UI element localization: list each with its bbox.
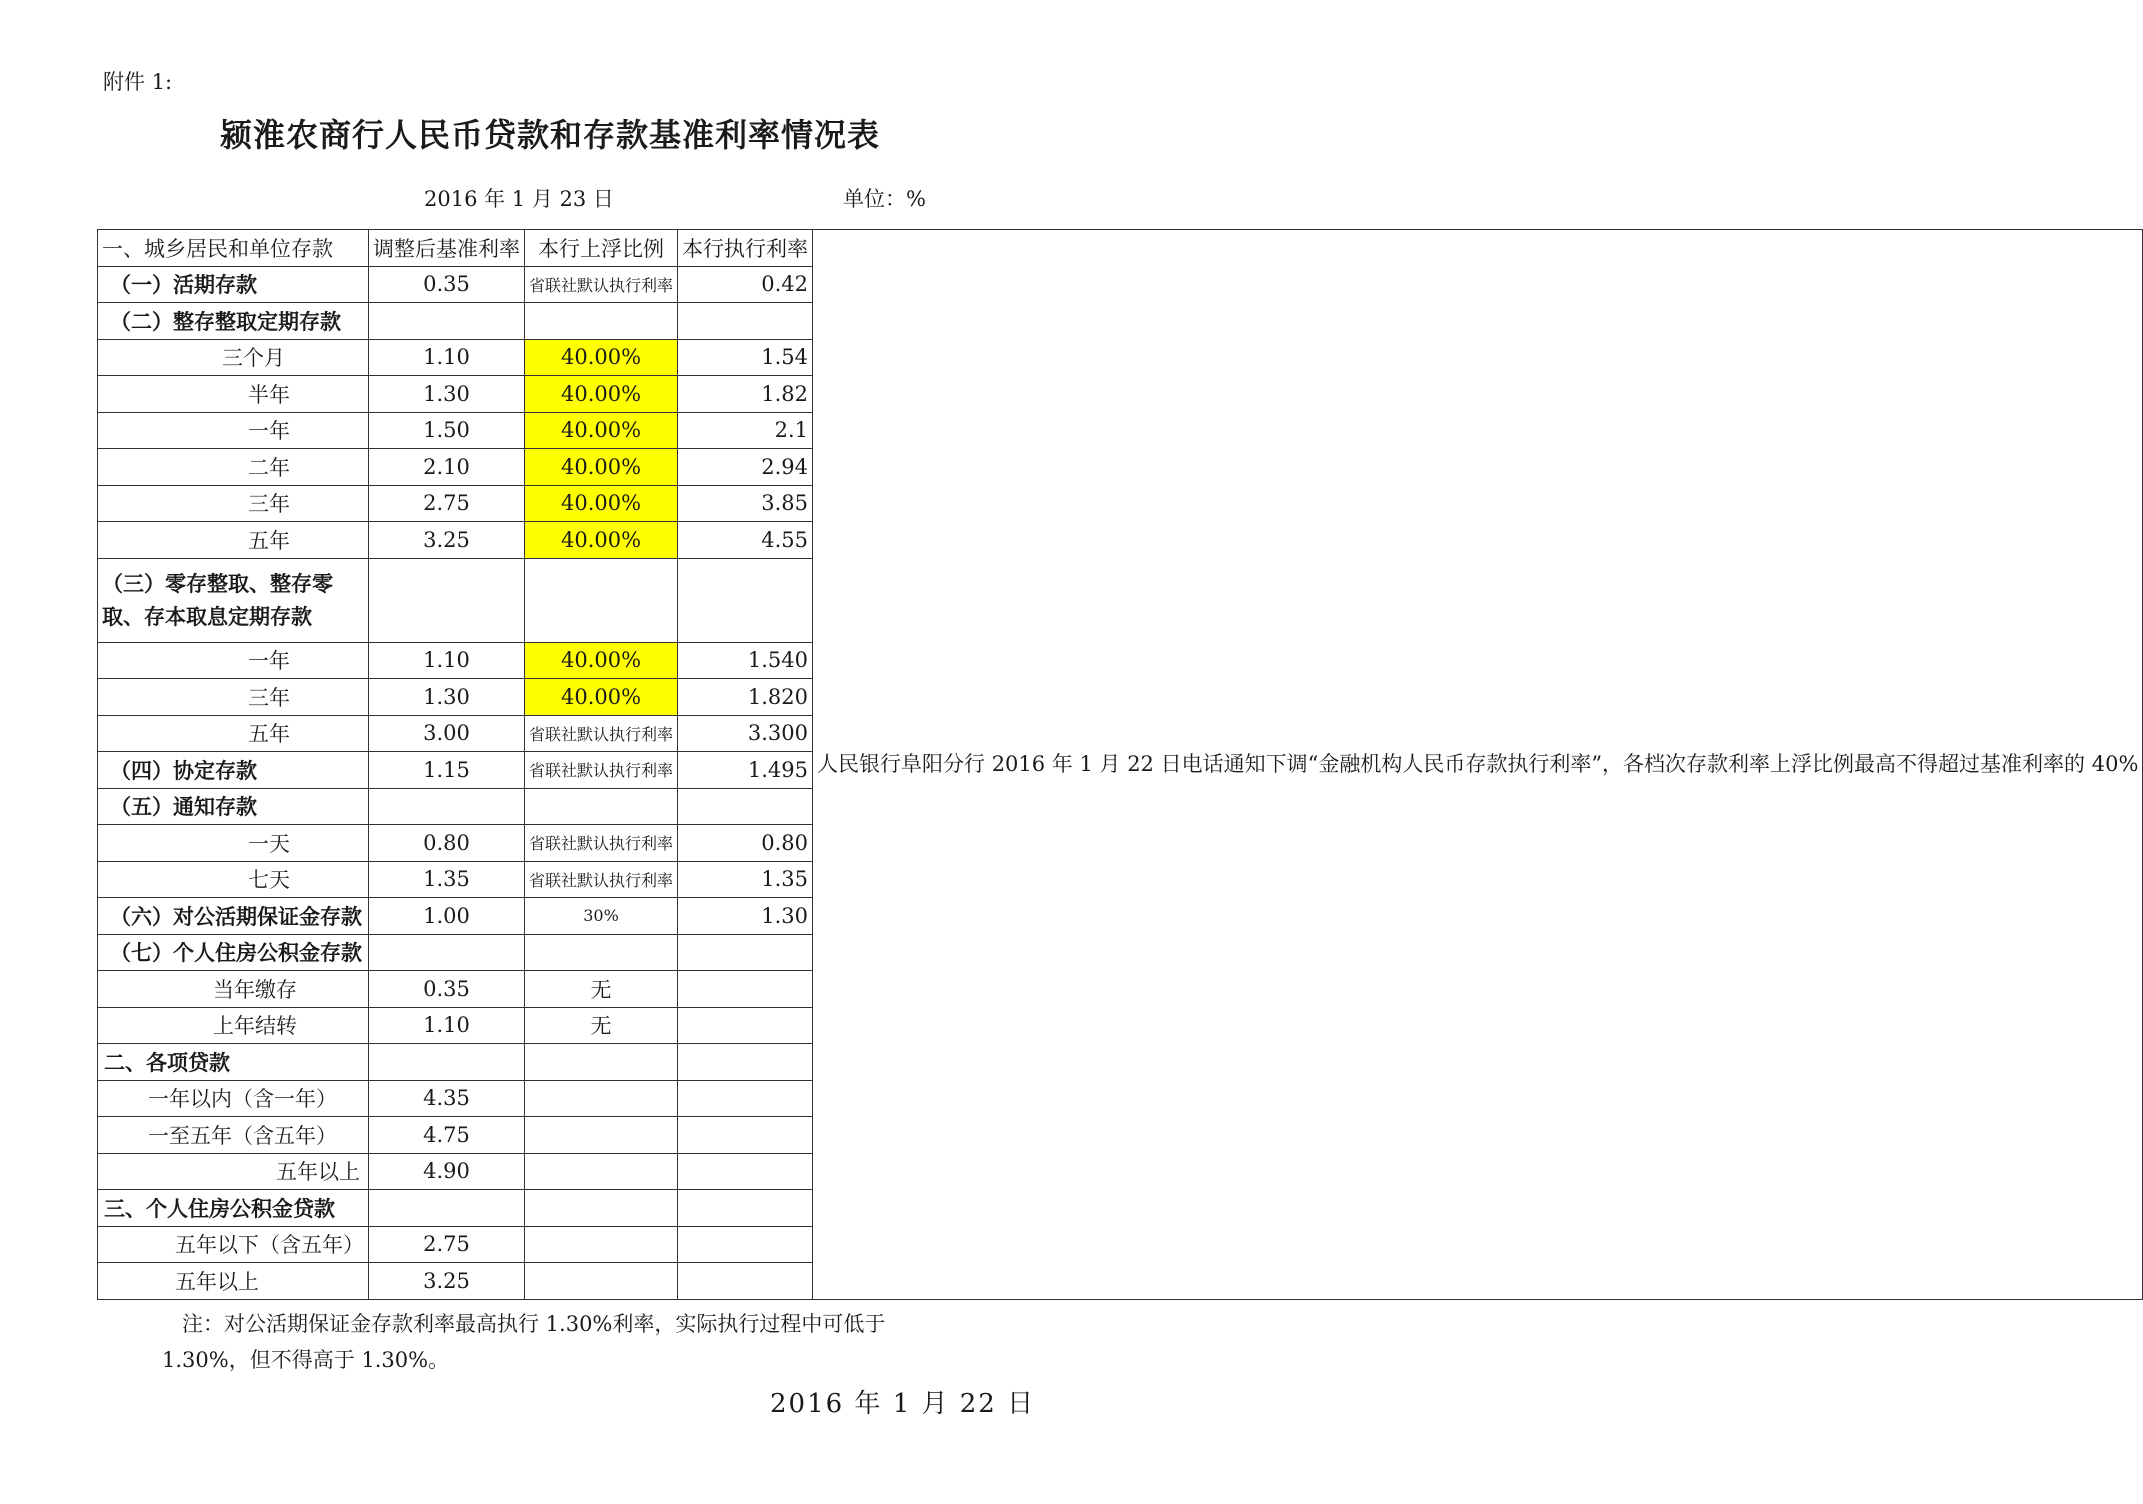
row-exec-rate (678, 1080, 813, 1117)
row-float-ratio: 无 (525, 1007, 678, 1044)
footnote-line-1: 注：对公活期保证金存款利率最高执行 1.30%利率，实际执行过程中可低于 (182, 1312, 886, 1336)
row-exec-rate: 2.94 (678, 449, 813, 486)
row-base-rate: 1.30 (369, 679, 525, 716)
row-exec-rate: 1.30 (678, 898, 813, 935)
row-exec-rate: 1.35 (678, 861, 813, 898)
row-base-rate: 1.35 (369, 861, 525, 898)
row-float-ratio: 省联社默认执行利率 (525, 752, 678, 789)
header-float-ratio: 本行上浮比例 (525, 230, 678, 267)
row-float-ratio (525, 1190, 678, 1227)
row-exec-rate: 1.540 (678, 642, 813, 679)
table-header-row (98, 230, 2143, 267)
row-exec-rate (678, 788, 813, 825)
side-note: 人民银行阜阳分行 2016 年 1 月 22 日电话通知下调“金融机构人民币存款执行利率”，各档次存款利率上浮比例最高不得超过基准利率的 40% (813, 230, 2143, 1300)
row-base-rate (369, 303, 525, 340)
row-base-rate (369, 1190, 525, 1227)
row-base-rate (369, 558, 525, 642)
row-label: 三年 (98, 679, 369, 716)
row-label: 一至五年（含五年） (98, 1117, 369, 1154)
row-label: 五年以下（含五年） (98, 1226, 369, 1263)
row-float-ratio (525, 303, 678, 340)
header-base-rate: 调整后基准利率 (369, 230, 525, 267)
row-float-ratio: 30% (525, 898, 678, 935)
row-exec-rate (678, 303, 813, 340)
row-exec-rate (678, 1190, 813, 1227)
row-label: （一）活期存款 (98, 266, 369, 303)
row-float-ratio: 40.00% (525, 412, 678, 449)
row-exec-rate: 0.42 (678, 266, 813, 303)
unit-label: 单位：% (843, 187, 926, 211)
row-label: （五）通知存款 (98, 788, 369, 825)
row-exec-rate: 1.495 (678, 752, 813, 789)
row-exec-rate: 1.54 (678, 339, 813, 376)
row-label: 五年 (98, 522, 369, 559)
row-exec-rate: 2.1 (678, 412, 813, 449)
row-label: 一年以内（含一年） (98, 1080, 369, 1117)
row-base-rate: 4.35 (369, 1080, 525, 1117)
header-exec-rate: 本行执行利率 (678, 230, 813, 267)
row-label: （二）整存整取定期存款 (98, 303, 369, 340)
document-title: 颍淮农商行人民币贷款和存款基准利率情况表 (219, 116, 880, 154)
row-float-ratio: 无 (525, 971, 678, 1008)
row-base-rate: 1.10 (369, 1007, 525, 1044)
row-label: 二年 (98, 449, 369, 486)
row-float-ratio: 40.00% (525, 485, 678, 522)
row-base-rate (369, 788, 525, 825)
row-exec-rate (678, 558, 813, 642)
row-label: 二、各项贷款 (98, 1044, 369, 1081)
row-exec-rate: 1.820 (678, 679, 813, 716)
footnote (162, 1306, 1042, 1378)
row-exec-rate: 3.300 (678, 715, 813, 752)
row-base-rate: 2.10 (369, 449, 525, 486)
row-exec-rate: 3.85 (678, 485, 813, 522)
issue-date: 2016 年 1 月 23 日 (424, 187, 614, 211)
row-base-rate: 1.10 (369, 339, 525, 376)
row-base-rate: 3.25 (369, 1263, 525, 1300)
row-float-ratio: 40.00% (525, 339, 678, 376)
row-label: 一年 (98, 642, 369, 679)
attachment-label: 附件 1: (103, 70, 173, 94)
row-float-ratio: 省联社默认执行利率 (525, 861, 678, 898)
row-label: 一年 (98, 412, 369, 449)
row-float-ratio (525, 1153, 678, 1190)
row-label: 上年结转 (98, 1007, 369, 1044)
row-float-ratio (525, 788, 678, 825)
row-base-rate: 1.50 (369, 412, 525, 449)
row-base-rate (369, 934, 525, 971)
row-label: （六）对公活期保证金存款 (98, 898, 369, 935)
row-float-ratio (525, 1080, 678, 1117)
rate-table (97, 229, 2143, 1300)
row-float-ratio: 40.00% (525, 449, 678, 486)
row-float-ratio (525, 1117, 678, 1154)
row-base-rate: 0.35 (369, 266, 525, 303)
row-label: 三、个人住房公积金贷款 (98, 1190, 369, 1227)
row-base-rate: 3.00 (369, 715, 525, 752)
row-base-rate: 2.75 (369, 485, 525, 522)
row-exec-rate (678, 934, 813, 971)
row-label: 半年 (98, 376, 369, 413)
row-float-ratio (525, 1044, 678, 1081)
row-base-rate: 4.75 (369, 1117, 525, 1154)
row-float-ratio: 省联社默认执行利率 (525, 825, 678, 862)
row-exec-rate (678, 971, 813, 1008)
row-base-rate: 3.25 (369, 522, 525, 559)
signature-date: 2016 年 1 月 22 日 (770, 1389, 1036, 1419)
row-base-rate: 0.80 (369, 825, 525, 862)
row-label: （三）零存整取、整存零取、存本取息定期存款 (98, 558, 369, 642)
row-exec-rate: 4.55 (678, 522, 813, 559)
row-base-rate: 1.00 (369, 898, 525, 935)
row-label: 一天 (98, 825, 369, 862)
row-label: 当年缴存 (98, 971, 369, 1008)
row-exec-rate (678, 1117, 813, 1154)
header-category: 一、城乡居民和单位存款 (98, 230, 369, 267)
row-exec-rate (678, 1153, 813, 1190)
row-label: 五年以上 (98, 1263, 369, 1300)
row-label: （七）个人住房公积金存款 (98, 934, 369, 971)
row-label: 三个月 (98, 339, 369, 376)
row-exec-rate (678, 1226, 813, 1263)
footnote-line-2: 1.30%，但不得高于 1.30%。 (162, 1348, 450, 1372)
row-float-ratio (525, 1263, 678, 1300)
row-exec-rate (678, 1007, 813, 1044)
row-base-rate: 1.30 (369, 376, 525, 413)
row-base-rate: 1.15 (369, 752, 525, 789)
row-label: 五年以上 (98, 1153, 369, 1190)
row-exec-rate (678, 1044, 813, 1081)
row-label: 七天 (98, 861, 369, 898)
row-base-rate: 0.35 (369, 971, 525, 1008)
row-float-ratio: 40.00% (525, 642, 678, 679)
row-float-ratio: 40.00% (525, 376, 678, 413)
row-base-rate: 1.10 (369, 642, 525, 679)
row-exec-rate: 0.80 (678, 825, 813, 862)
row-float-ratio (525, 1226, 678, 1263)
row-label: （四）协定存款 (98, 752, 369, 789)
row-base-rate (369, 1044, 525, 1081)
row-float-ratio: 省联社默认执行利率 (525, 715, 678, 752)
row-float-ratio: 省联社默认执行利率 (525, 266, 678, 303)
row-base-rate: 2.75 (369, 1226, 525, 1263)
row-float-ratio (525, 558, 678, 642)
row-float-ratio: 40.00% (525, 522, 678, 559)
row-float-ratio (525, 934, 678, 971)
row-exec-rate: 1.82 (678, 376, 813, 413)
row-float-ratio: 40.00% (525, 679, 678, 716)
row-label: 三年 (98, 485, 369, 522)
row-exec-rate (678, 1263, 813, 1300)
row-base-rate: 4.90 (369, 1153, 525, 1190)
row-label: 五年 (98, 715, 369, 752)
